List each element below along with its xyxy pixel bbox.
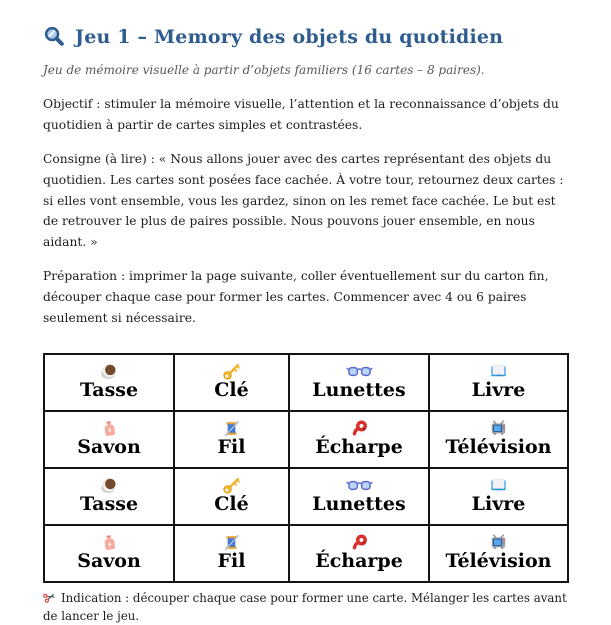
card-cell-lunettes — [289, 354, 429, 411]
card-cell-cle — [174, 354, 289, 411]
card-label: Tasse — [79, 493, 139, 516]
note — [43, 589, 573, 625]
card-label: Écharpe — [315, 436, 403, 459]
card-cell-livre — [429, 468, 568, 525]
card-label: Écharpe — [315, 550, 403, 573]
card-cell-tasse — [44, 354, 174, 411]
card-cell-lunettes — [289, 468, 429, 525]
card-label: Savon — [77, 550, 141, 573]
page-title — [43, 25, 570, 48]
card-cell-fil — [174, 411, 289, 468]
card-cell-tasse — [44, 468, 174, 525]
card-cell-savon — [44, 525, 174, 582]
card-label: Livre — [471, 493, 526, 516]
card-label: Fil — [217, 550, 246, 573]
card-label: Lunettes — [312, 493, 406, 516]
magnifying-glass-icon — [43, 25, 66, 48]
table-row — [44, 411, 568, 468]
page-title-text: Jeu 1 – Memory des objets du quotidien — [75, 25, 504, 48]
subtitle: Jeu de mémoire visuelle à partir d’objets familiers (16 cartes – 8 paires). — [43, 63, 485, 77]
note-text: Indication : découper chaque case pour former une carte. Mélanger les cartes avant de lancer le jeu. — [43, 590, 567, 624]
card-label: Tasse — [79, 379, 139, 402]
card-cell-savon — [44, 411, 174, 468]
scissors-icon — [43, 590, 57, 604]
card-label: Fil — [217, 436, 246, 459]
card-cell-echarpe — [289, 411, 429, 468]
glasses-icon — [346, 365, 373, 378]
paragraph-objectif: Objectif : stimuler la mémoire visuelle, l’attention et la reconnaissance d’objets du quotidien à partir de cartes simples et contrastées. — [43, 97, 559, 132]
card-label: Lunettes — [312, 379, 406, 402]
card-label: Savon — [77, 436, 141, 459]
card-label: Livre — [471, 379, 526, 402]
card-cell-echarpe — [289, 525, 429, 582]
card-cell-television — [429, 525, 568, 582]
memory-cards-table — [43, 353, 569, 583]
card-label: Clé — [214, 493, 249, 516]
glasses-icon — [346, 479, 373, 492]
card-label: Télévision — [445, 550, 552, 573]
card-label: Clé — [214, 379, 249, 402]
card-cell-livre — [429, 354, 568, 411]
table-row — [44, 354, 568, 411]
card-cell-cle — [174, 468, 289, 525]
paragraph-preparation: Préparation : imprimer la page suivante, coller éventuellement sur du carton fin, découper chaque case pour former les cartes. Commencer avec 4 ou 6 paires seulement si nécessaire. — [43, 269, 549, 326]
table-row — [44, 525, 568, 582]
card-cell-fil — [174, 525, 289, 582]
paragraph-consigne: Consigne (à lire) : « Nous allons jouer avec des cartes représentant des objets du quotidien. Les cartes sont posées face cachée. À votre tour, retournez deux cartes : si elles vont ensemble, vous les gardez, sinon on les remet face cachée. Le but est de retrouver le plus de paires possible. Nous pouvons jouer ensemble, en nous aidant. » — [43, 151, 564, 250]
card-cell-television — [429, 411, 568, 468]
table-row — [44, 468, 568, 525]
card-label: Télévision — [445, 436, 552, 459]
